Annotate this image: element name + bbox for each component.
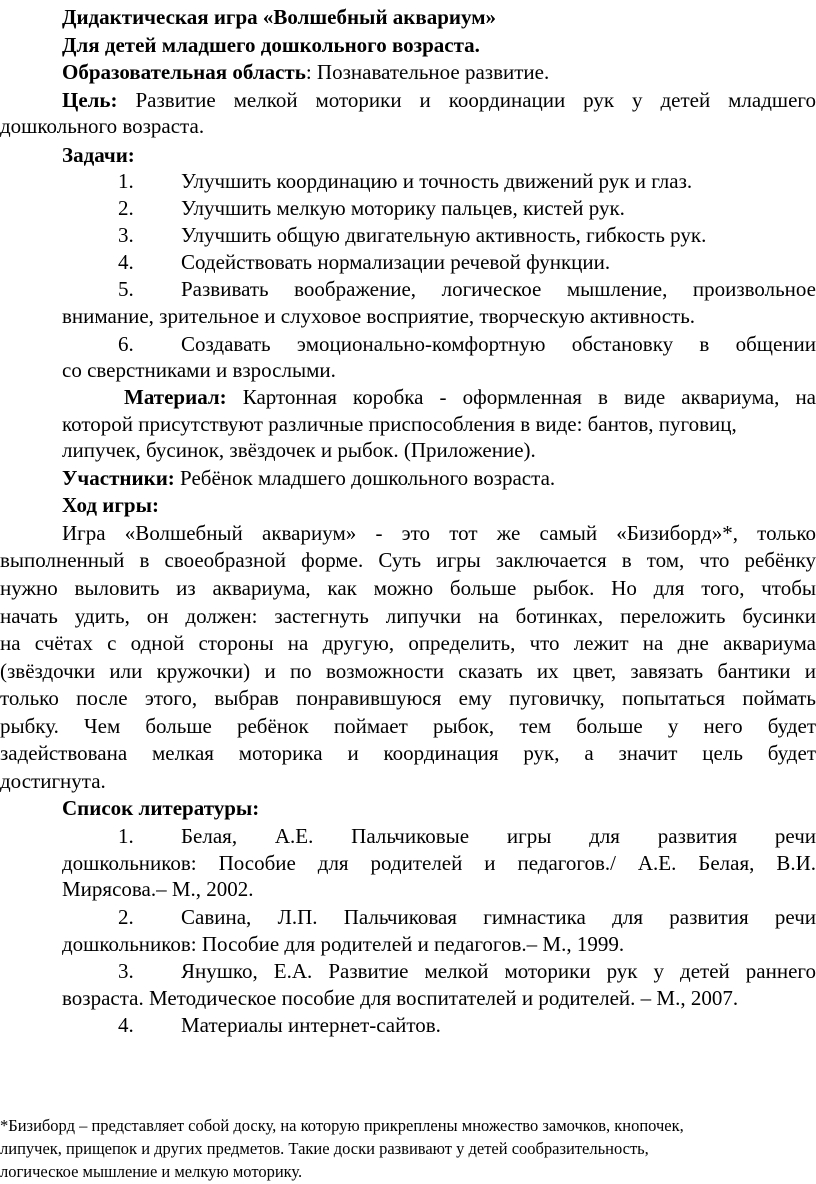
goal-text-2: дошкольного возраста.	[0, 114, 205, 138]
task-item: Улучшить общую двигательную активность, гибкость рук.	[181, 223, 707, 247]
paragraph-line: Игра «Волшебный аквариум» - это тот же самый «Бизиборд»*, только	[62, 521, 816, 545]
task-item: Улучшить координацию и точность движений рук и глаз.	[181, 169, 693, 193]
literature-number: 2.	[118, 905, 134, 929]
paragraph-line: только после этого, выбрав понравившуюся ему пуговичку, попытаться поймать	[0, 686, 816, 710]
task-item: Содействовать нормализации речевой функции.	[181, 250, 611, 274]
paragraph-line: начать удить, он должен: застегнуть липучки на ботинках, переложить бусинки	[0, 604, 816, 628]
task-number: 4.	[118, 250, 134, 274]
literature-item-continuation: возраста. Методическое пособие для воспитателей и родителей. – М., 2007.	[62, 986, 739, 1010]
paragraph-line: нужно выловить из аквариума, как можно больше рыбок. Но для того, чтобы	[0, 576, 816, 600]
paragraph-line: на счётах с одной стороны на другую, определить, что лежит на дне аквариума	[0, 631, 816, 655]
area-label: Образовательная область	[62, 60, 306, 84]
task-number: 6.	[118, 332, 134, 356]
footnote-line: *Бизиборд – представляет собой доску, на которую прикреплены множество замочков, кнопочек,	[0, 1116, 684, 1135]
literature-number: 1.	[118, 824, 134, 848]
task-number: 1.	[118, 169, 134, 193]
goal-label: Цель:	[62, 88, 118, 112]
participants-value: Ребёнок младшего дошкольного возраста.	[180, 466, 556, 490]
literature-item-continuation: Мирясова.– М., 2002.	[62, 877, 254, 901]
literature-item: Белая, А.Е. Пальчиковые игры для развития речи	[181, 824, 816, 848]
material-text-2: которой присутствуют различные приспособления в виде: бантов, пуговиц,	[62, 412, 737, 436]
goal-text-1: Развитие мелкой моторики и координации рук у детей младшего	[135, 88, 816, 112]
material-text-1: Картонная коробка - оформленная в виде аквариума, на	[242, 385, 816, 409]
material-line	[124, 385, 816, 410]
material-label: Материал:	[124, 385, 227, 409]
area-line	[62, 60, 549, 85]
task-item: Создавать эмоционально-комфортную обстановку в общении	[181, 332, 816, 356]
area-value: : Познавательное развитие.	[305, 60, 550, 84]
footnote-line: логическое мышление и мелкую моторику.	[0, 1162, 303, 1181]
literature-number: 4.	[118, 1013, 134, 1037]
task-number: 3.	[118, 223, 134, 247]
paragraph-line: рыбку. Чем больше ребёнок поймает рыбок, тем больше у него будет	[0, 714, 816, 738]
literature-item-continuation: дошкольников: Пособие для родителей и педагогов.– М., 1999.	[62, 932, 625, 956]
task-item-continuation: со сверстниками и взрослыми.	[62, 358, 336, 382]
material-text-3: липучек, бусинок, звёздочек и рыбок. (Приложение).	[62, 438, 536, 462]
audience-line: Для детей младшего дошкольного возраста.	[62, 33, 480, 57]
task-item: Улучшить мелкую моторику пальцев, кистей рук.	[181, 196, 625, 220]
footnote-line: липучек, прищепок и других предметов. Такие доски развивают у детей сообразительность,	[0, 1139, 649, 1158]
paragraph-line: задействована мелкая моторика и координация рук, а значит цель будет	[0, 741, 816, 765]
literature-number: 3.	[118, 959, 134, 983]
literature-item: Янушко, Е.А. Развитие мелкой моторики рук у детей раннего	[181, 959, 816, 983]
literature-heading: Список литературы:	[62, 796, 260, 820]
participants-label: Участники:	[62, 466, 175, 490]
task-number: 5.	[118, 277, 134, 301]
literature-item-continuation: дошкольников: Пособие для родителей и педагогов./ А.Е. Белая, В.И.	[62, 851, 816, 875]
paragraph-line: (звёздочки или кружочки) и по возможности сказать их цвет, завязать бантики и	[0, 659, 816, 683]
literature-item: Материалы интернет-сайтов.	[181, 1013, 441, 1037]
document-title: Дидактическая игра «Волшебный аквариум»	[62, 5, 497, 29]
paragraph-line: достигнута.	[0, 769, 106, 793]
literature-item: Савина, Л.П. Пальчиковая гимнастика для развития речи	[181, 905, 816, 929]
goal-line	[62, 88, 816, 113]
participants-line	[62, 466, 555, 491]
task-item-continuation: внимание, зрительное и слуховое восприятие, творческую активность.	[62, 304, 696, 328]
task-number: 2.	[118, 196, 134, 220]
tasks-heading: Задачи:	[62, 143, 135, 167]
game-heading: Ход игры:	[62, 493, 159, 517]
task-item: Развивать воображение, логическое мышление, произвольное	[181, 277, 816, 301]
paragraph-line: выполненный в своеобразной форме. Суть игры заключается в том, что ребёнку	[0, 548, 816, 572]
